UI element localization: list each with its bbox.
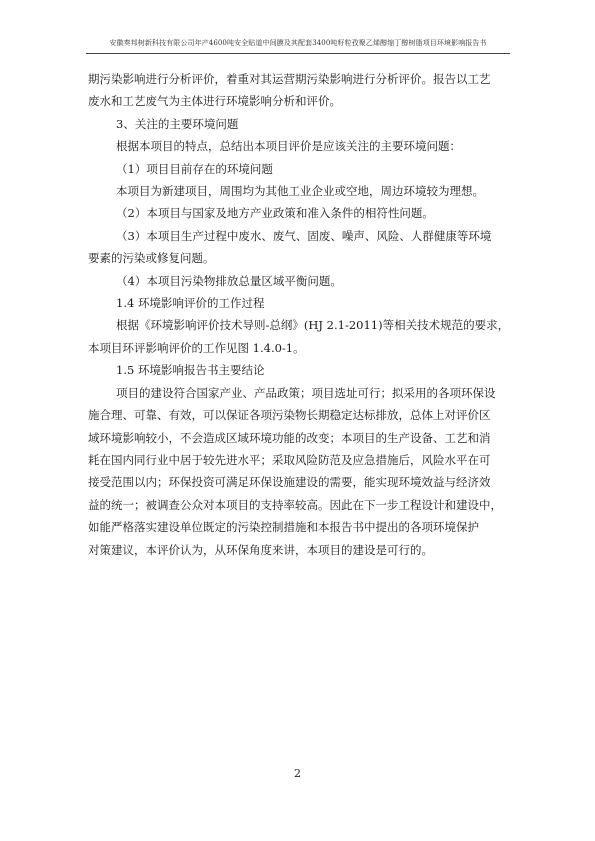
header-divider (86, 53, 510, 54)
list-item: （1）项目目前存在的环境问题 (116, 161, 273, 176)
running-header: 安徽奏邦树新科技有限公司年产4600吨安全贴道中间膜及其配套3400吨籽粒孜聚乙烯醇缩丁醇树脂项目环境影响报告书 (109, 39, 487, 47)
list-item: （2）本项目与国家及地方产业政策和准入条件的相符性问题。 (116, 206, 434, 221)
section-heading: 1.4 环境影响评价的工作过程 (116, 296, 265, 311)
paragraph-line: 耗在国内同行业中居于较先进水平；采取风险防范及应急措施后，风险水平在可 (88, 452, 491, 467)
paragraph-line: 域环境影响较小，不会造成区域环境功能的改变；本项目的生产设备、工艺和消 (88, 430, 491, 445)
paragraph-line: 本项目为新建项目，周围均为其他工业企业或空地，周边环境较为理想。 (116, 184, 484, 199)
section-heading: 1.5 环境影响报告书主要结论 (116, 363, 265, 378)
paragraph-line: 本项目环评影响评价的工作见图 1.4.0-1。 (88, 340, 305, 355)
paragraph-line: 项目的建设符合国家产业、产品政策；项目选址可行；拟采用的各项环保设 (116, 385, 496, 400)
document-body (88, 68, 508, 561)
paragraph-line: 根据《环境影响评价技术导则-总纲》(HJ 2.1-2011)等相关技术规范的要求， (116, 318, 510, 333)
paragraph-line: 根据本项目的特点，总结出本项目评价是应该关注的主要环境问题： (116, 139, 461, 154)
paragraph-line: 如能严格落实建设单位既定的污染控制措施和本报告书中提出的各项环境保护 (88, 520, 479, 535)
page-number: 2 (294, 767, 301, 780)
section-heading: 3、关注的主要环境问题 (116, 116, 239, 131)
paragraph-line: 施合理、可靠、有效，可以保证各项污染物长期稳定达标排放，总体上对评价区 (88, 408, 491, 423)
list-item: （3）本项目生产过程中废水、废气、固废、噪声、风险、人群健康等环境 (116, 228, 492, 243)
paragraph-line: 对策建议，本评价认为，从环保角度来讲，本项目的建设是可行的。 (88, 542, 433, 557)
paragraph-line: 接受范围以内；环保投资可满足环保设施建设的需要，能实现环境效益与经济效 (88, 475, 491, 490)
paragraph-line: 废水和工艺废气为主体进行环境影响分析和评价。 (88, 94, 341, 109)
paragraph-line: 益的统一；被调查公众对本项目的支持率较高。因此在下一步工程设计和建设中， (88, 497, 502, 512)
list-item-continuation: 要素的污染或修复问题。 (88, 251, 215, 266)
paragraph-line: 期污染影响进行分析评价，着重对其运营期污染影响进行分析评价。报告以工艺 (88, 72, 491, 86)
list-item: （4）本项目污染物排放总量区域平衡问题。 (116, 273, 342, 288)
